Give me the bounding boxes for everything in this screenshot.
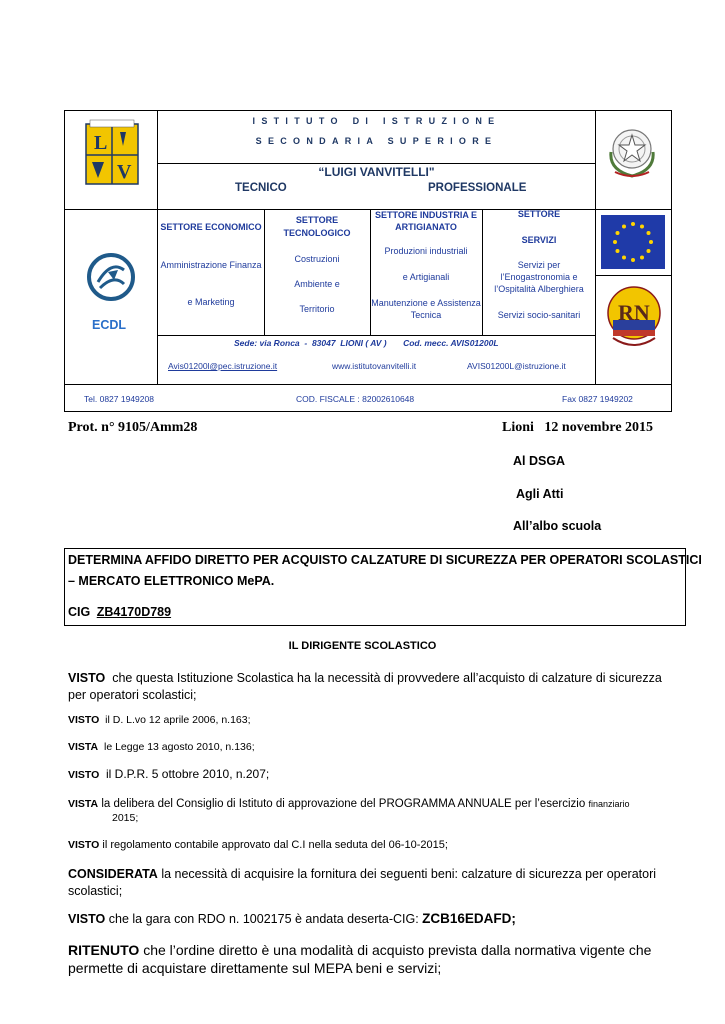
settore-servizi-item: Servizi socio-sanitari — [497, 310, 581, 320]
paragraph — [68, 741, 255, 753]
professionale-label: PROFESSIONALE — [428, 182, 527, 194]
paragraph-text: il D. L.vo 12 aprile 2006, n.163; — [105, 714, 251, 726]
eu-flag-icon — [601, 215, 665, 269]
tel-number: Tel. 0827 1949208 — [84, 394, 154, 404]
settore-servizi-item: Servizi per l’Enogastronomia e l’Ospitalità Alberghiera — [494, 260, 584, 294]
settore-economico-item: Amministrazione Finanza — [160, 260, 262, 270]
website-link[interactable]: www.istitutovanvitelli.it — [332, 361, 417, 371]
paragraph-keyword: VISTA — [68, 741, 99, 753]
recipient: Al DSGA — [513, 454, 566, 468]
settore-tecnologico-item: Territorio — [299, 304, 335, 314]
paragraph — [68, 839, 448, 851]
header-line-1: ISTITUTO DI ISTRUZIONE — [252, 116, 501, 126]
settore-industria-item: e Artigianali — [402, 272, 450, 282]
cig-label: CIG — [68, 605, 91, 619]
email-link[interactable]: AVIS01200L@istruzione.it — [467, 361, 566, 371]
paragraph-text: il regolamento contabile approvato dal C.I nella seduta del 06-10-2015; — [102, 839, 448, 851]
paragraph-text: le Legge 13 agosto 2010, n.136; — [104, 741, 255, 753]
rn-emblem-icon — [603, 282, 665, 350]
school-name: “LUIGI VANVITELLI" — [318, 165, 435, 179]
settore-industria-item: Manutenzione e Assistenza Tecnica — [371, 298, 481, 320]
pec-link[interactable]: Avis01200l@pec.istruzione.it — [168, 361, 278, 371]
cig-row — [68, 605, 171, 619]
paragraph-continuation: 2015; — [112, 812, 139, 824]
paragraph-keyword: VISTO — [68, 714, 100, 726]
svg-text:V: V — [117, 161, 132, 183]
paragraph — [68, 866, 668, 900]
paragraph-text: che questa Istituzione Scolastica ha la necessità di provvedere all’acquisto di calzature di sicurezza per operatori scolastici; — [68, 671, 662, 702]
cod-fiscale: COD. FISCALE : 82002610648 — [296, 394, 415, 404]
paragraph-keyword: VISTO — [68, 671, 106, 685]
paragraph — [68, 767, 269, 781]
paragraph-keyword: VISTA — [68, 798, 99, 810]
paragraph — [68, 670, 668, 704]
settore-industria-item: Produzioni industriali — [384, 246, 468, 256]
settore-servizi-title: SETTORE — [517, 209, 561, 219]
school-logo — [84, 118, 140, 186]
sede-address: Sede: via Ronca - 83047 LIONI ( AV ) Cod. mecc. AVIS01200L — [234, 338, 499, 348]
paragraph-keyword: CONSIDERATA — [68, 867, 158, 881]
settore-industria-title: SETTORE INDUSTRIA E ARTIGIANATO — [374, 210, 477, 232]
paragraph-strong: ZCB16EDAFD; — [422, 911, 516, 926]
svg-text:RN: RN — [618, 300, 650, 325]
cig-value: ZB4170D789 — [96, 605, 172, 619]
ecdl-label: ECDL — [92, 318, 127, 332]
settore-tecnologico-title: SETTORE TECNOLOGICO — [283, 215, 351, 238]
recipient: All’albo scuola — [513, 519, 602, 533]
paragraph — [68, 911, 516, 926]
paragraph-text-small: finanziario — [588, 799, 630, 809]
paragraph-keyword: RITENUTO — [68, 942, 140, 958]
paragraph-text: che l’ordine diretto è una modalità di acquisto prevista dalla normativa vigente che permette di acquistare direttamente sul MEPA beni e servizi; — [68, 942, 652, 976]
paragraph — [68, 714, 251, 726]
paragraph-text: che la gara con RDO n. 1002175 è andata deserta-CIG: — [108, 912, 419, 926]
subject-line-1: DETERMINA AFFIDO DIRETTO PER ACQUISTO CALZATURE DI SICUREZZA PER OPERATORI SCOLASTICI — [68, 553, 702, 567]
settore-economico-item: e Marketing — [187, 297, 235, 307]
settore-tecnologico-item: Costruzioni — [294, 254, 340, 264]
paragraph-keyword: VISTO — [68, 769, 100, 781]
settore-servizi-subtitle: SERVIZI — [521, 235, 557, 245]
tecnico-label: TECNICO — [235, 182, 287, 194]
paragraph — [68, 796, 688, 812]
paragraph-text: la necessità di acquisire la fornitura dei seguenti beni: calzature di sicurezza per operatori scolastici; — [68, 867, 657, 898]
paragraph-keyword: VISTO — [68, 912, 106, 926]
fax-number: Fax 0827 1949202 — [562, 394, 633, 404]
paragraph-keyword: VISTO — [68, 839, 100, 851]
settore-economico-title: SETTORE ECONOMICO — [160, 222, 262, 232]
heading-dirigente: IL DIRIGENTE SCOLASTICO — [288, 640, 437, 652]
emblem-icon — [603, 122, 661, 180]
paragraph-text: la delibera del Consiglio di Istituto di approvazione del PROGRAMMA ANNUALE per l’esercizio — [101, 798, 586, 810]
place-date: Lioni 12 novembre 2015 — [502, 420, 654, 435]
header-line-2: SECONDARIA SUPERIORE — [255, 136, 498, 146]
recipient: Agli Atti — [516, 487, 564, 501]
ecdl-logo-icon — [86, 252, 136, 302]
subject-line-2: – MERCATO ELETTRONICO MePA. — [68, 574, 275, 588]
settore-tecnologico-item: Ambiente e — [294, 279, 340, 289]
paragraph — [68, 941, 668, 977]
paragraph-text: il D.P.R. 5 ottobre 2010, n.207; — [106, 767, 270, 781]
svg-text:L: L — [94, 132, 108, 154]
protocol-number: Prot. n° 9105/Amm28 — [68, 420, 198, 435]
